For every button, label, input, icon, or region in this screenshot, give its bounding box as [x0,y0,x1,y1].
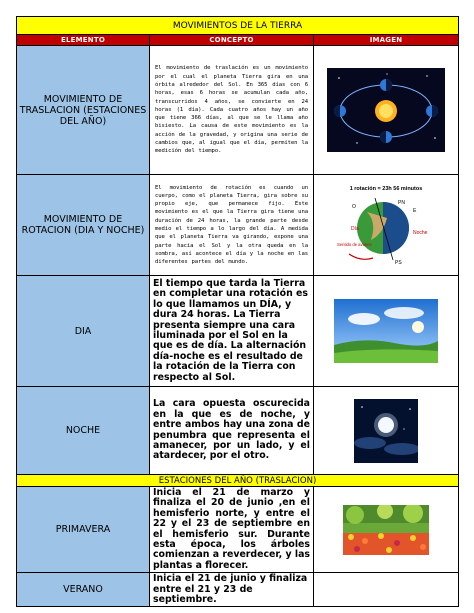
night-sky-image [354,399,418,463]
document-table-wrapper [16,16,458,607]
concept-traslacion: El movimiento de traslación es un movimiento por el cual el planeta Tierra gira en una órbita alrededor del Sol. En 365 días con 6 horas, esas 6 horas se acumulan cada año, transcurridos 4 años, se convierte en 24 horas (1 día). Cada cuatro años hay un año que tiene 366 días, al que se le llama año bisiesto. La causa de este movimiento es la acción de la gravedad, y origina una serie de cambios que, al igual que el día, permiten la medición del tiempo. [150,46,314,175]
image-traslacion [314,46,459,175]
label-dia: Día [351,226,359,232]
element-dia: DIA [17,276,150,387]
spring-garden-image [343,505,429,555]
element-noche: NOCHE [17,387,150,475]
image-primavera [314,487,459,573]
table-title: MOVIMIENTOS DE LA TIERRA [17,17,459,35]
concept-primavera: Inicia el 21 de marzo y finaliza el 20 de junio ,en el hemisferio norte, y entre el 22 y el 23 de septiembre en el hemisferio sur. Durante esta época, los árboles comienzan a reverdecer, y las plantas a florecer. [150,487,314,573]
rotation-diagram-image [327,182,445,268]
day-landscape-image [334,299,438,363]
header-elemento: ELEMENTO [17,35,150,46]
element-verano: VERANO [17,573,150,607]
label-sentido: Sentido de avance [337,242,372,247]
image-verano [314,573,459,607]
element-primavera: PRIMAVERA [17,487,150,573]
element-rotacion: MOVIMIENTO DE ROTACION (DIA Y NOCHE) [17,175,150,276]
image-rotacion [314,175,459,276]
section-estaciones: ESTACIONES DEL AÑO (TRASLACION) [17,475,459,487]
label-e: E [413,208,417,214]
movimientos-table [16,16,459,607]
orbit-diagram-image [327,68,445,152]
concept-noche: La cara opuesta oscurecida en la que es de noche, y entre ambos hay una zona de penumbra que representa el amanecer, por un lado, y el atardecer, por el otro. [150,387,314,475]
header-imagen: IMAGEN [314,35,459,46]
concept-dia: El tiempo que tarda la Tierra en completar una rotación es lo que llamamos un DÍA, y dura 24 horas. La Tierra presenta siempre una cara iluminada por el Sol en la que es de día. La alternación día-noche es el resultado de la rotación de la Tierra con respecto al Sol. [150,276,314,387]
element-traslacion: MOVIMIENTO DE TRASLACION (ESTACIONES DEL AÑO) [17,46,150,175]
image-dia [314,276,459,387]
rotation-image-title: 1 rotación = 23h 56 minutos [349,186,423,192]
concept-rotacion: El movimiento de rotación es cuando un cuerpo, como el planeta Tierra, gira sobre su propio eje, que permanece fijo. Este movimiento es el que la Tierra gira tiene una duración de 24 horas, la grande parte desde medio el tiempo a lo largo del día. A medida que el planeta Tierra va girando, expone una parte hacia el Sol y la otra queda en la sombra, así acontece el día y la noche en las diferentes partes del mundo. [150,175,314,276]
label-o: O [352,204,356,210]
image-noche [314,387,459,475]
header-concepto: CONCEPTO [150,35,314,46]
label-noche: Noche [413,230,428,236]
concept-verano: Inicia el 21 de junio y finaliza entre el 21 y 23 de septiembre. [150,573,314,607]
label-ps: PS [395,260,402,266]
label-pn: PN [398,200,405,206]
